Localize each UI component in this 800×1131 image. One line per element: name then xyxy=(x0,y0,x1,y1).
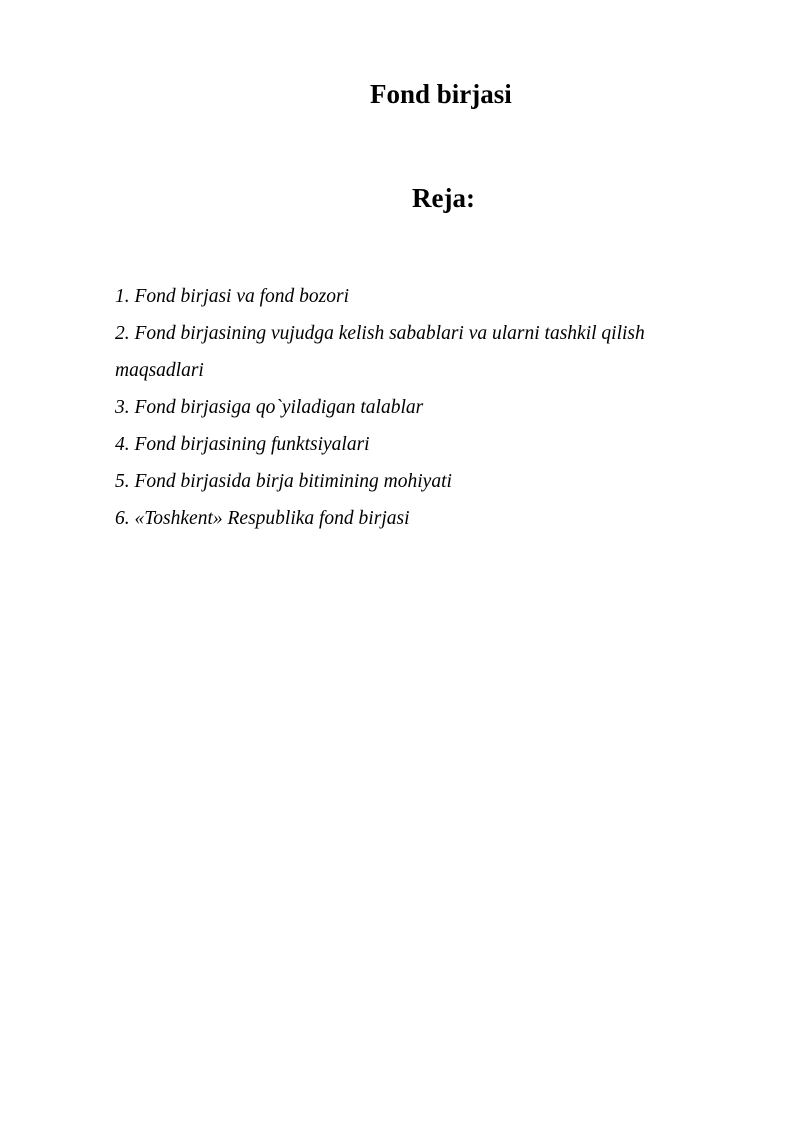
plan-list xyxy=(115,278,715,537)
plan-item: 3. Fond birjasiga qo`yiladigan talablar xyxy=(115,397,424,418)
plan-item: 2. Fond birjasining vujudga kelish sabablari va ularni tashkil qilish maqsadlari xyxy=(115,323,645,381)
plan-item: 4. Fond birjasining funktsiyalari xyxy=(115,434,370,455)
plan-item: 6. «Toshkent» Respublika fond birjasi xyxy=(115,508,410,529)
plan-heading: Reja: xyxy=(412,183,475,213)
plan-item: 1. Fond birjasi va fond bozori xyxy=(115,286,350,307)
plan-item: 5. Fond birjasida birja bitimining mohiyati xyxy=(115,471,452,492)
document-title-text: Fond birjasi xyxy=(370,79,512,109)
